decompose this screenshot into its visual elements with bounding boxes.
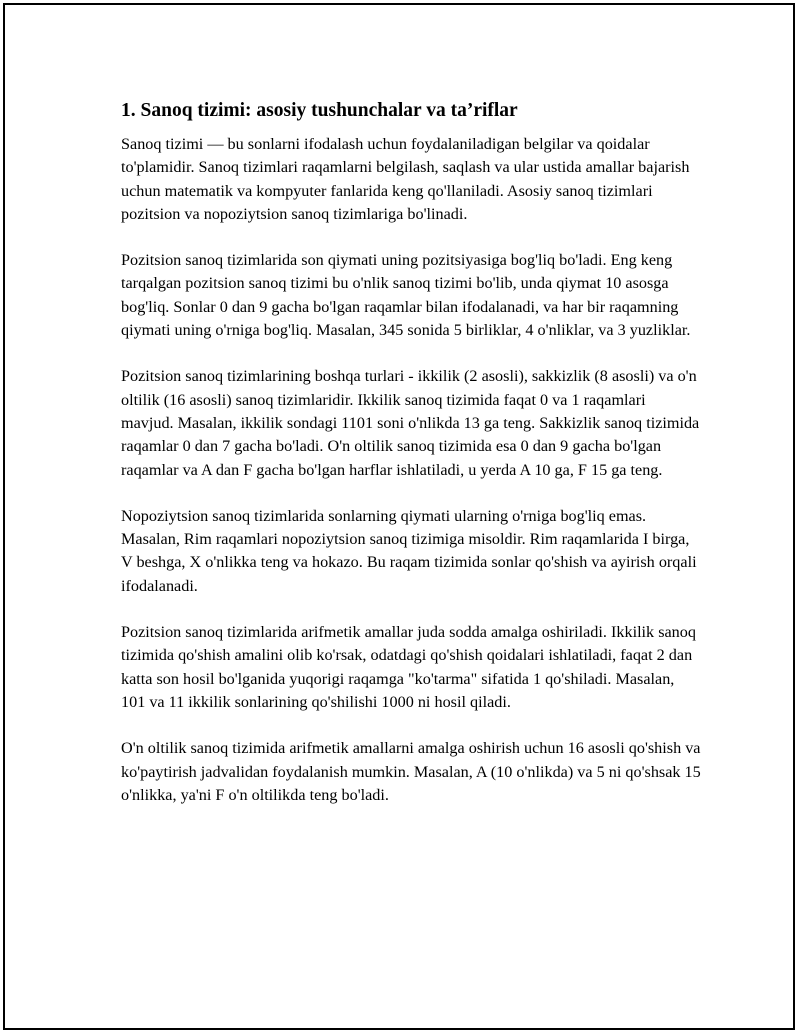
paragraph-arithmetic: Pozitsion sanoq tizimlarida arifmetik amallar juda sodda amalga oshiriladi. Ikkilik sanoq tizimida qo'shish amalini olib ko'rsak, odatdagi qo'shish qoidalari ishlatiladi, faqat 2 dan katta son hosil bo'lganida yuqorigi raqamga "ko'tarma" sifatida 1 qo'shiladi. Masalan, 101 va 11 ikkilik sonlarining qo'shilishi 1000 ni hosil qiladi. — [121, 623, 696, 711]
paragraph-positional: Pozitsion sanoq tizimlarida son qiymati uning pozitsiyasiga bog'liq bo'ladi. Eng keng tarqalgan pozitsion sanoq tizimi bu o'nlik sanoq tizimi bo'lib, unda qiymat 10 asosga bog'liq. Sonlar 0 dan 9 gacha bo'lgan raqamlar bilan ifodalanadi, va har bir raqamning qiymati uning o'rniga bog'liq. Masalan, 345 sonida 5 birliklar, 4 o'nliklar, va 3 yuzliklar. — [121, 251, 691, 340]
paragraph-hexadecimal: O'n oltilik sanoq tizimida arifmetik amallarni amalga oshirish uchun 16 asosli qo'shish va ko'paytirish jadvalidan foydalanish mumkin. Masalan, A (10 o'nlikda) va 5 ni qo'shsak 15 o'nlikka, ya'ni F o'n oltilikda teng bo'ladi. — [121, 739, 701, 804]
page-frame — [3, 3, 795, 1030]
document-body — [121, 97, 701, 830]
paragraph-non-positional: Nopoziytsion sanoq tizimlarida sonlarning qiymati ularning o'rniga bog'liq emas. Masalan, Rim raqamlari nopoziytsion sanoq tizimiga misoldir. Rim raqamlarida I birga, V beshga, X o'nlikka teng va hokazo. Bu raqam tizimida sonlar qo'shish va ayirish orqali ifodalanadi. — [121, 506, 697, 595]
section-heading: 1. Sanoq tizimi: asosiy tushunchalar va ta’riflar — [121, 100, 518, 121]
paragraph-other-bases: Pozitsion sanoq tizimlarining boshqa turlari - ikkilik (2 asosli), sakkizlik (8 asosli) va o'n oltilik (16 asosli) sanoq tizimlaridir. Ikkilik sanoq tizimida faqat 0 va 1 raqamlari mavjud. Masalan, ikkilik sondagi 1101 soni o'nlikda 13 ga teng. Sakkizlik sanoq tizimida raqamlar 0 dan 7 gacha bo'ladi. O'n oltilik sanoq tizimida esa 0 dan 9 gacha bo'lgan raqamlar va A dan F gacha bo'lgan harflar ishlatiladi, u yerda A 10 ga, F 15 ga teng. — [121, 367, 700, 479]
paragraph-definition: Sanoq tizimi — bu sonlarni ifodalash uchun foydalaniladigan belgilar va qoidalar to'plamidir. Sanoq tizimlari raqamlarni belgilash, saqlash va ular ustida amallar bajarish uchun matematik va kompyuter fanlarida keng qo'llaniladi. Asosiy sanoq tizimlari pozitsion va nopoziytsion sanoq tizimlariga bo'linadi. — [121, 135, 690, 223]
